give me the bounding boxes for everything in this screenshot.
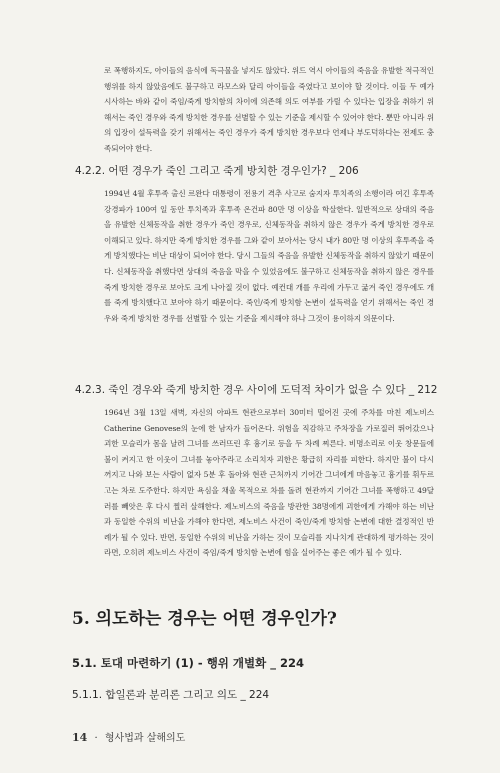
body-paragraph: 1964년 3월 13일 새벽, 자신의 아파트 현관으로부터 30미터 떨어진 곳에 주차를 마친 제노비스Catherine Genovese의 눈에 한 남자가 들어온다. 위험을 직감하고 주차장을 가로질러 뛰어갔으나 괴한 모슬리가 몸을 날려 그녀를 쓰러뜨린 후 흉기로 등을 두 차례 찌른다. 비명소리로 이웃 창문들에 불이 켜지고 한 이웃이 그녀를 놓아주라고 소리치자 괴한은 황급히 자리를 피한다. 하지만 불이 다시 꺼지고 나와 보는 사람이 없자 5분 후 돌아와 현관 근처까지 기어간 그녀에게 마음놓고 흉기를 휘두르고는 차로 도주한다. 하지만 욕심을 채울 목적으로 차를 돌려 현관까지 기어간 그녀를 폭행하고 49달러를 빼앗은 후 다시 찔러 살해한다. 제노비스의 죽음을 방관한 38명에게 괴한에게 가해야 하는 비난과 동일한 수위의 비난을 가해야 한다면, 제노비스 사건이 죽인/죽게 방치함 논변에 대한 결정적인 반례가 될 수 있다. 반면, 동일한 수위의 비난을 가하는 것이 모슬리를 지나치게 관대하게 평가하는 것이라면, 오히려 제노비스 사건이 죽임/죽게 방치함 논변에 힘을 실어주는 좋은 예가 될 수 있다. <box>104 408 434 558</box>
subsection-heading-4-2-2: 4.2.2. 어떤 경우가 죽인 그리고 죽게 방치한 경우인가? _ 206 <box>75 165 359 177</box>
body-paragraph: 1994년 4월 후투족 출신 르완다 대통령이 전용기 격추 사고로 숨지자 투치족의 소행이라 여긴 후투족 강경파가 100여 일 동안 투치족과 후투족 온건파 80만 명 이상을 학살한다. 일반적으로 상대의 죽음을 유발한 신체동작을 취한 경우가 죽인 경우로, 신체동작을 취하지 않은 경우가 죽게 방치한 경우로 이해되고 있다. 하지만 죽게 방치한 경우를 그와 같이 보아서는 당시 내가 80만 명 이상의 후투족을 죽게 방치했다는 비난 대상이 되어야 한다. 당시 그들의 죽음을 유발한 신체동작을 취하지 않았기 때문이다. 신체동작을 취했다면 상대의 죽음을 막을 수 있었음에도 불구하고 신체동작을 취하지 않은 경우를 죽게 방치한 경우로 보아도 크게 나아질 것이 없다. 예컨대 개를 우리에 가두고 굶겨 죽인 경우에도 개를 죽게 방치했다고 보아야 하기 때문이다. 죽인/죽게 방치함 논변이 설득력을 얻기 위해서는 죽인 경우와 죽게 방치한 경우를 선별할 수 있는 기준을 제시해야 하나 그것이 용이하지 의문이다. <box>104 189 434 323</box>
footer-separator: · <box>94 733 98 744</box>
subsection-heading-4-2-3: 4.2.3. 죽인 경우와 죽게 방치한 경우 사이에 도덕적 차이가 없을 수 있다 _ 212 <box>75 384 438 396</box>
book-title: 형사법과 살해의도 <box>104 733 186 744</box>
page-number: 14 <box>72 731 88 744</box>
body-paragraph: 로 폭행하지도, 아이들의 음식에 독극물을 넣지도 않았다. 위드 역시 아이들의 죽음을 유발한 적극적인 행위를 하지 않았음에도 불구하고 라모스와 달리 아이들을 죽였다고 보이야 할 것이다. 이들 두 예가 시사하는 바와 같이 죽임/죽게 방치함의 차이에 의존해 의도 여부를 가릴 수 있다는 입장을 취하기 위해서는 죽인 경우와 죽게 방치한 경우를 선별할 수 있는 기준을 제시할 수 있어야 한다. 뿐만 아니라 위의 입장이 설득력을 갖기 위해서는 죽인 경우가 죽게 방치한 경우보다 언제나 부도덕하다는 전제도 충족되어야 한다. <box>104 66 434 153</box>
page-footer <box>72 729 185 744</box>
chapter-title: 5. 의도하는 경우는 어떤 경우인가? <box>72 609 337 629</box>
section-heading-5-1-1: 5.1.1. 합일론과 분리론 그리고 의도 _ 224 <box>72 689 270 701</box>
section-heading-5-1: 5.1. 토대 마련하기 (1) - 행위 개별화 _ 224 <box>72 656 305 670</box>
